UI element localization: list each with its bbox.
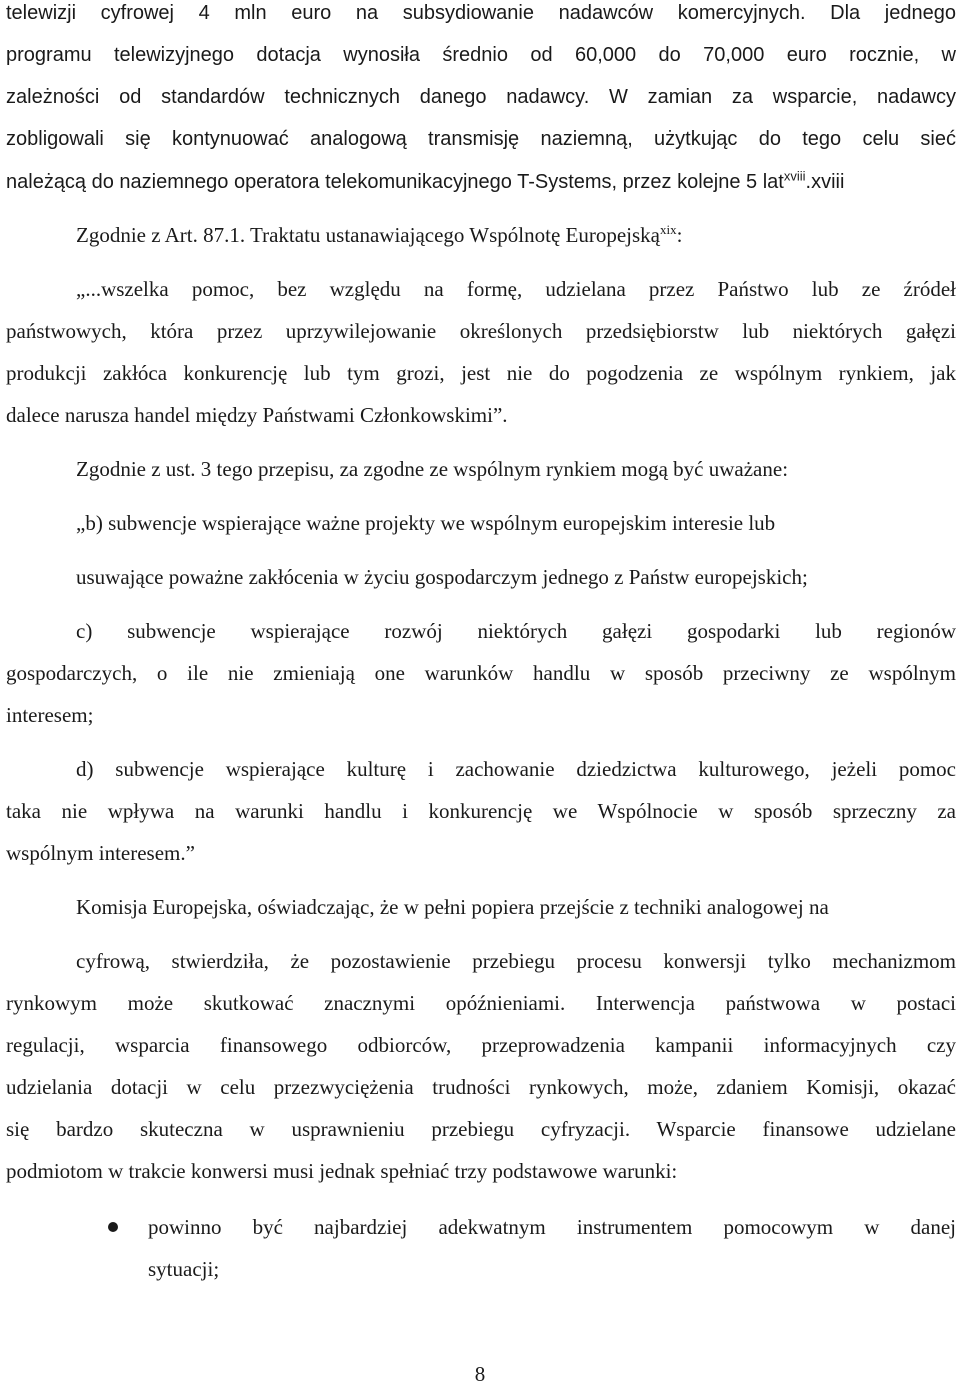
point-b-line: usuwające poważne zakłócenia w życiu gospodarczym jednego z Państw europejskich; (76, 565, 808, 589)
quote-line: dalece narusza handel między Państwami Członkowskimi”. (6, 403, 508, 427)
commission-line: cyfrową, stwierdziła, że pozostawienie przebiegu procesu konwersji tylko mechanizmom (76, 949, 956, 973)
quote-line: państwowych, która przez uprzywilejowanie określonych przedsiębiorstw lub niektórych gałęzi (6, 319, 956, 343)
paragraph-line: telewizji cyfrowej 4 mln euro na subsydiowanie nadawców komercyjnych. Dla jednego (6, 2, 956, 24)
ust3-intro: Zgodnie z ust. 3 tego przepisu, za zgodne ze wspólnym rynkiem mogą być uważane: (76, 457, 789, 481)
bullet-item-line: sytuacji; (148, 1257, 220, 1281)
footnote-marker[interactable]: xix (660, 222, 677, 237)
point-d-line: wspólnym interesem.” (6, 841, 195, 865)
paragraph-line: zależności od standardów technicznych danego nadawcy. W zamian za wsparcie, nadawcy (6, 86, 956, 108)
quote-line: produkcji zakłóca konkurencję lub tym grozi, jest nie do pogodzenia ze wspólnym rynkiem, jak (6, 361, 956, 385)
treaty-intro (76, 222, 956, 248)
commission-line: Komisja Europejska, oświadczając, że w pełni popiera przejście z techniki analogowej na (76, 895, 829, 919)
commission-line: się bardzo skuteczna w usprawnieniu przebiegu cyfryzacji. Wsparcie finansowe udzielane (6, 1117, 956, 1141)
point-c-line: c) subwencje wspierające rozwój niektórych gałęzi gospodarki lub regionów (76, 619, 956, 643)
footnote-text-inline: .xviii (805, 171, 845, 193)
footnote-marker[interactable]: xviii (783, 168, 806, 184)
page-number: 8 (474, 1362, 486, 1386)
point-d-line: d) subwencje wspierające kulturę i zachowanie dziedzictwa kulturowego, jeżeli pomoc (76, 757, 956, 781)
point-c-line: gospodarczych, o ile nie zmieniają one warunków handlu w sposób przeciwny ze wspólnym (6, 661, 956, 685)
paragraph-text: należącą do naziemnego operatora telekomunikacyjnego T-Systems, przez kolejne 5 lat (6, 171, 784, 193)
bullet-item-line: powinno być najbardziej adekwatnym instrumentem pomocowym w danej (148, 1215, 956, 1239)
quote-line: „...wszelka pomoc, bez względu na formę, udzielana przez Państwo lub ze źródeł (76, 277, 956, 301)
paragraph-line-with-footnote (6, 169, 956, 195)
commission-line: rynkowym może skutkować znacznymi opóźnieniami. Interwencja państwowa w postaci (6, 991, 956, 1015)
paragraph-line: programu telewizyjnego dotacja wynosiła średnio od 60,000 do 70,000 euro rocznie, w (6, 44, 956, 66)
treaty-intro-colon: : (676, 223, 683, 247)
commission-line: podmiotom w trakcie konwersi musi jednak spełniać trzy podstawowe warunki: (6, 1159, 678, 1183)
commission-line: regulacji, wsparcia finansowego odbiorców, przeprowadzenia kampanii informacyjnych czy (6, 1033, 956, 1057)
point-c-line: interesem; (6, 703, 94, 727)
paragraph-line: zobligowali się kontynuować analogową transmisję naziemną, użytkując do tego celu sieć (6, 128, 956, 150)
point-d-line: taka nie wpływa na warunki handlu i konkurencję we Wspólnocie w sposób sprzeczny za (6, 799, 956, 823)
bullet-icon (108, 1222, 118, 1232)
commission-line: udzielania dotacji w celu przezwyciężenia trudności rynkowych, może, zdaniem Komisji, okazać (6, 1075, 956, 1099)
treaty-intro-text: Zgodnie z Art. 87.1. Traktatu ustanawiającego Wspólnotę Europejską (76, 223, 660, 247)
point-b-line: „b) subwencje wspierające ważne projekty we wspólnym europejskim interesie lub (76, 511, 776, 535)
